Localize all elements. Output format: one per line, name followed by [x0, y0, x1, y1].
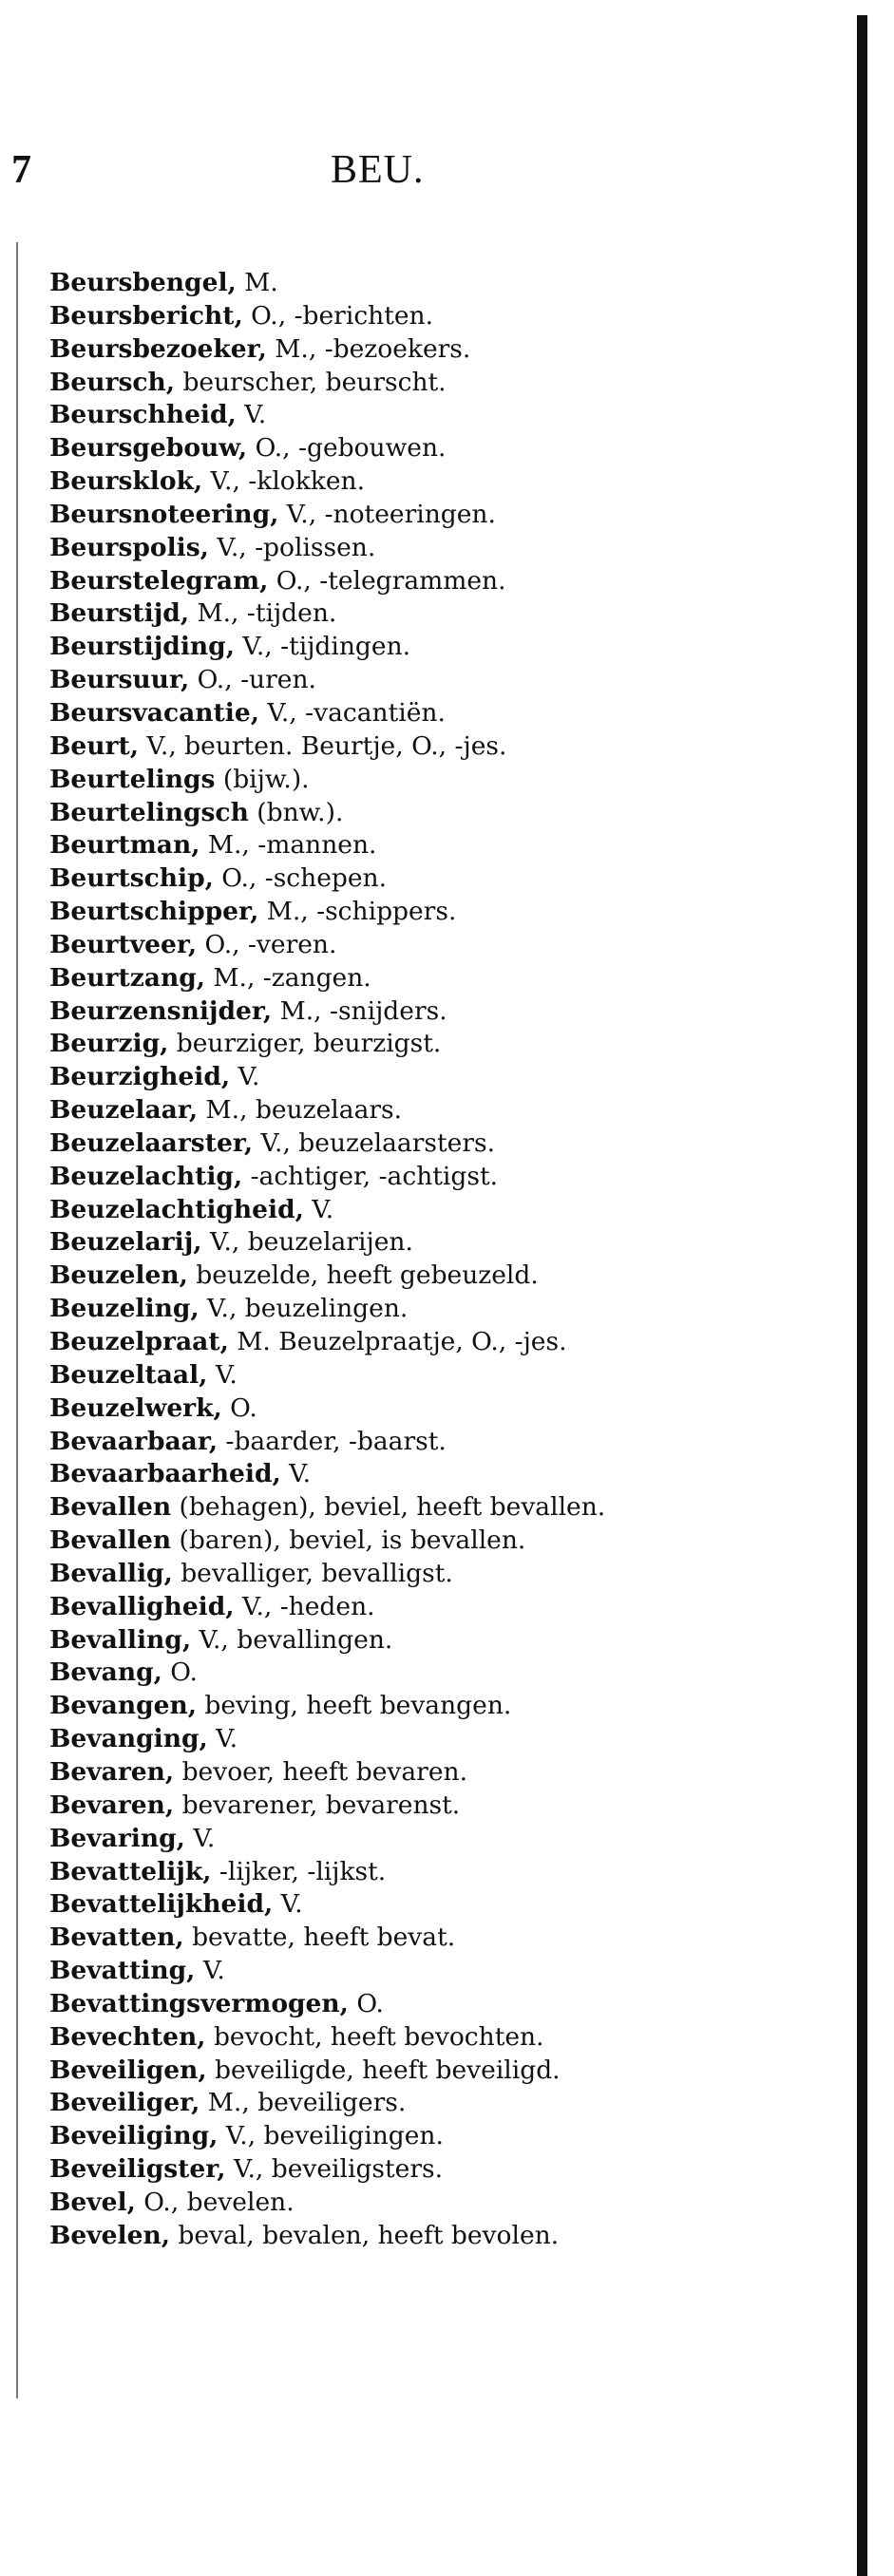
entry-headword: Bevel, [49, 2187, 136, 2217]
dictionary-entry [49, 532, 733, 565]
dictionary-entry [49, 597, 733, 631]
entry-headword: Bevattelijk, [49, 1856, 212, 1886]
dictionary-entry [49, 565, 733, 598]
entry-headword: Bevechten, [49, 2021, 206, 2052]
entry-headword: Beurtelings [49, 764, 216, 794]
dictionary-entry [49, 631, 733, 664]
entry-headword: Beveiligster, [49, 2154, 226, 2185]
entry-definition: O., -veren. [197, 929, 337, 959]
dictionary-entry [49, 465, 733, 499]
entry-headword: Beursklok, [49, 466, 203, 497]
entry-definition: M., -tijden. [189, 598, 337, 629]
entry-headword: Beurspolis, [49, 532, 209, 562]
entry-headword: Bevatting, [49, 1956, 196, 1986]
entry-definition: V. [273, 1889, 303, 1920]
entry-headword: Beurtman, [49, 830, 200, 861]
entry-headword: Beveiliger, [49, 2088, 200, 2118]
dictionary-entry [49, 1392, 733, 1426]
entry-headword: Beursbezoeker, [49, 333, 267, 364]
dictionary-entry [49, 1359, 733, 1392]
entry-definition: V. [207, 1359, 238, 1390]
dictionary-entry [49, 962, 733, 995]
entry-definition: (bijw.). [215, 764, 310, 794]
entry-headword: Bevang, [49, 1657, 162, 1688]
entry-definition: M., -snijders. [272, 995, 447, 1026]
entry-definition: V., beveiligingen. [218, 2121, 444, 2151]
entry-headword: Beuzeltaal, [49, 1359, 208, 1390]
dictionary-entry [49, 1756, 733, 1790]
entry-definition: M., beuzelaars. [198, 1095, 403, 1126]
entry-headword: Beveiliging, [49, 2121, 219, 2151]
page-number: 7 [11, 148, 31, 192]
dictionary-entry [49, 1028, 733, 1061]
entry-definition: V., beurten. Beurtje, O., -jes. [138, 730, 507, 761]
entry-definition: V., beuzelarijen. [201, 1227, 413, 1258]
entry-definition: bevocht, heeft bevochten. [205, 2021, 544, 2052]
entry-definition: bevarener, bevarenst. [174, 1790, 461, 1820]
entry-definition: O., -berichten. [242, 300, 434, 331]
dictionary-entry [49, 2120, 733, 2153]
entry-definition: beveiligde, heeft beveiligd. [206, 2055, 561, 2085]
entry-headword: Beurschheid, [49, 400, 237, 430]
dictionary-entry [49, 995, 733, 1029]
entry-definition: O., bevelen. [135, 2187, 295, 2217]
entry-definition: M., -bezoekers. [266, 333, 471, 364]
entry-definition: -lijker, -lijkst. [211, 1856, 387, 1886]
dictionary-entry [49, 929, 733, 962]
entry-headword: Beuzelaar, [49, 1095, 199, 1126]
entry-headword: Beuzelen, [49, 1260, 188, 1291]
entry-definition: V. [195, 1956, 225, 1986]
entry-headword: Bevalling, [49, 1624, 192, 1655]
dictionary-entry [49, 730, 733, 764]
dictionary-entry [49, 1194, 733, 1227]
entry-headword: Bevalligheid, [49, 1591, 235, 1621]
entry-definition: M., beveiligers. [200, 2088, 407, 2118]
dictionary-entry [49, 333, 733, 367]
dictionary-entry [49, 1127, 733, 1161]
dictionary-entry [49, 300, 733, 333]
entry-headword: Beurtelingsch [49, 797, 249, 827]
dictionary-entry [49, 1161, 733, 1194]
entry-definition: O. [162, 1657, 198, 1688]
entry-headword: Beursbericht, [49, 300, 243, 331]
dictionary-entry [49, 2055, 733, 2088]
entry-headword: Beursvacantie, [49, 697, 259, 728]
dictionary-entry [49, 1723, 733, 1756]
entry-headword: Bevatten, [49, 1923, 184, 1953]
left-margin-rule [16, 242, 18, 2398]
entry-definition: V., -klokken. [202, 466, 366, 497]
entry-definition: M. Beuzelpraatje, O., -jes. [228, 1327, 567, 1356]
entry-definition: O. [348, 1988, 384, 2018]
entry-headword: Beurtzang, [49, 962, 205, 993]
dictionary-entry [49, 1426, 733, 1459]
entry-headword: Beursch, [49, 367, 176, 397]
entry-definition: M. [236, 268, 278, 297]
entry-headword: Bevaarbaar, [49, 1426, 219, 1456]
entry-definition: (baren), beviel, is bevallen. [171, 1525, 526, 1556]
entry-definition: bevoer, heeft bevaren. [174, 1756, 468, 1787]
dictionary-entry [49, 1458, 733, 1491]
dictionary-entry [49, 797, 733, 830]
entry-headword: Beuzelachtig, [49, 1161, 243, 1191]
entry-headword: Beurstijd, [49, 598, 190, 629]
entry-headword: Bevangen, [49, 1691, 197, 1721]
entry-definition: V., -tijdingen. [234, 632, 411, 662]
dictionary-entry [49, 1856, 733, 1889]
entry-headword: Beurt, [49, 730, 139, 761]
entry-definition: V., -polissen. [208, 532, 376, 562]
dictionary-entry [49, 1790, 733, 1823]
entry-definition: beval, bevalen, heeft bevolen. [169, 2220, 560, 2250]
entry-definition: beurziger, beurzigst. [168, 1029, 442, 1059]
entry-definition: bevatte, heeft bevat. [183, 1923, 456, 1953]
dictionary-entry [49, 1260, 733, 1293]
dictionary-entry [49, 2021, 733, 2055]
entry-headword: Bevallen [49, 1492, 172, 1523]
dictionary-entry [49, 1657, 733, 1690]
entry-headword: Bevallen [49, 1525, 172, 1556]
entry-headword: Bevattingsvermogen, [49, 1988, 349, 2018]
entry-headword: Beuzelachtigheid, [49, 1194, 304, 1224]
entry-definition: V., bevallingen. [191, 1624, 393, 1655]
entry-definition: beving, heeft bevangen. [196, 1691, 512, 1721]
entry-definition: V., beveiligsters. [225, 2154, 444, 2185]
entry-headword: Bevaarbaarheid, [49, 1459, 281, 1489]
entry-definition: V., -heden. [234, 1591, 375, 1621]
dictionary-entry [49, 1094, 733, 1127]
entry-headword: Bevelen, [49, 2220, 170, 2250]
entry-headword: Beursnoteering, [49, 499, 279, 529]
entry-definition: V., -noteeringen. [278, 499, 496, 529]
entry-headword: Beveiligen, [49, 2055, 207, 2085]
dictionary-entry [49, 267, 733, 300]
entry-definition: bevalliger, bevalligst. [172, 1558, 453, 1588]
dictionary-entry [49, 399, 733, 432]
dictionary-entry [49, 1558, 733, 1591]
entry-headword: Beurzig, [49, 1029, 169, 1059]
entry-definition: beurscher, beurscht. [175, 367, 447, 397]
dictionary-entry [49, 1888, 733, 1922]
dictionary-entry [49, 1491, 733, 1525]
dictionary-entry-list [49, 267, 733, 2253]
entry-definition: V. [303, 1194, 334, 1224]
dictionary-entry [49, 367, 733, 400]
entry-definition: O., -telegrammen. [268, 565, 506, 596]
entry-definition: V. [280, 1459, 312, 1489]
entry-definition: O., -uren. [189, 665, 316, 695]
dictionary-entry [49, 764, 733, 797]
entry-definition: M., -zangen. [204, 962, 371, 993]
entry-headword: Beurtschipper, [49, 897, 259, 927]
entry-definition: O. [221, 1392, 257, 1423]
entry-headword: Bevaren, [49, 1790, 175, 1820]
entry-headword: Bevallig, [49, 1558, 173, 1588]
entry-definition: (behagen), beviel, heeft bevallen. [171, 1492, 606, 1523]
entry-headword: Beursgebouw, [49, 433, 248, 464]
dictionary-entry [49, 499, 733, 532]
entry-headword: Beuzelwerk, [49, 1392, 222, 1423]
entry-headword: Beurtveer, [49, 929, 198, 959]
dictionary-entry [49, 1955, 733, 1988]
entry-headword: Bevanging, [49, 1724, 208, 1754]
dictionary-entry [49, 2220, 733, 2253]
dictionary-entry [49, 664, 733, 697]
dictionary-entry [49, 432, 733, 465]
entry-headword: Beuzelpraat, [49, 1327, 229, 1356]
dictionary-entry [49, 1061, 733, 1094]
entry-headword: Beuzelarij, [49, 1227, 202, 1258]
entry-definition: V., -vacantiën. [258, 697, 446, 728]
entry-headword: Beursbengel, [49, 268, 237, 297]
dictionary-entry [49, 1624, 733, 1657]
entry-definition: V., beuzelaarsters. [253, 1127, 496, 1158]
dictionary-entry [49, 862, 733, 896]
dictionary-entry [49, 1922, 733, 1955]
dictionary-entry [49, 1293, 733, 1326]
entry-definition: V. [184, 1823, 216, 1853]
dictionary-entry [49, 1591, 733, 1624]
dictionary-entry [49, 1326, 733, 1359]
entry-headword: Bevattelijkheid, [49, 1889, 274, 1920]
entry-headword: Beuzeling, [49, 1294, 200, 1324]
entry-definition: -achtiger, -achtigst. [242, 1161, 499, 1191]
entry-headword: Bevaring, [49, 1823, 185, 1853]
entry-definition: beuzelde, heeft gebeuzeld. [187, 1260, 539, 1291]
entry-headword: Beurtschip, [49, 863, 214, 894]
entry-headword: Beurstijding, [49, 632, 235, 662]
dictionary-entry [49, 1823, 733, 1856]
entry-definition: O., -schepen. [213, 863, 388, 894]
dictionary-entry [49, 829, 733, 862]
entry-definition: M., -mannen. [200, 830, 377, 861]
dictionary-entry [49, 1226, 733, 1260]
entry-definition: V. [207, 1724, 238, 1754]
entry-headword: Bevaren, [49, 1756, 175, 1787]
dictionary-entry [49, 2187, 733, 2220]
entry-definition: O., -gebouwen. [247, 433, 447, 464]
dictionary-entry [49, 896, 733, 929]
entry-definition: V. [236, 400, 267, 430]
dictionary-entry [49, 2087, 733, 2120]
entry-definition: V., beuzelingen. [199, 1294, 409, 1324]
entry-definition: -baarder, -baarst. [218, 1426, 447, 1456]
entry-headword: Beurzigheid, [49, 1062, 231, 1092]
running-head: BEU. [331, 148, 425, 192]
entry-headword: Beursuur, [49, 665, 190, 695]
entry-definition: V. [230, 1062, 260, 1092]
entry-headword: Beurzensnijder, [49, 995, 273, 1026]
dictionary-entry [49, 1690, 733, 1723]
entry-headword: Beuzelaarster, [49, 1127, 254, 1158]
dictionary-entry [49, 2153, 733, 2187]
right-margin-rule [857, 15, 867, 2576]
entry-headword: Beurstelegram, [49, 565, 269, 596]
dictionary-entry [49, 697, 733, 730]
entry-definition: M., -schippers. [258, 897, 457, 927]
dictionary-entry [49, 1988, 733, 2021]
dictionary-entry [49, 1525, 733, 1558]
entry-definition: (bnw.). [248, 797, 344, 827]
